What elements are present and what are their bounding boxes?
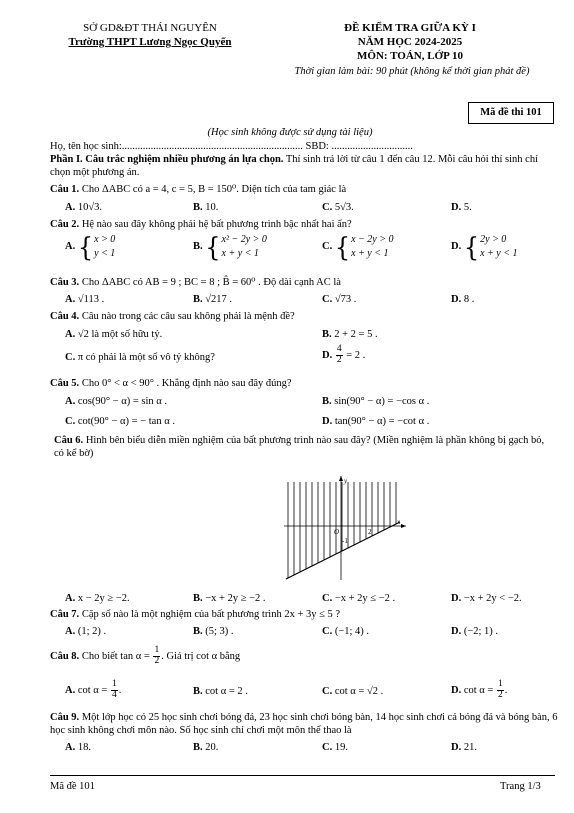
question-6 xyxy=(54,434,554,460)
q6-option-a: A. x − 2y ≥ −2. xyxy=(65,593,130,604)
question-label: Câu 5. xyxy=(50,378,80,389)
part1-heading xyxy=(50,153,560,179)
q8-option-d: D. cot α = $\frac{1}{2}$ . xyxy=(451,679,508,700)
q6-option-d: D. −x + 2y < −2. xyxy=(451,593,522,604)
q7-option-d: D. (−2; 1) . xyxy=(451,626,499,637)
q5-option-c: C. cot(90° − α) = − tan α . xyxy=(65,416,175,427)
question-4 xyxy=(50,310,560,323)
question-text: Cho ΔABC có a = 4, c = 5, B = 150⁰. Diện tích của tam giác là xyxy=(81,184,347,195)
question-text: Cặp số nào là một nghiệm của bất phương trình 2x + 3y ≤ 5 ? xyxy=(81,609,341,620)
q4-option-a: A. √2 là một số hữu tỷ. xyxy=(65,329,163,340)
q3-option-d: D. 8 . xyxy=(451,294,475,305)
q5-option-a: A. cos(90° − α) = sin α . xyxy=(65,396,168,407)
hatch-lines xyxy=(288,482,396,578)
question-label: Câu 2. xyxy=(50,219,80,230)
q2-option-c: C. { x − 2y > 0 x + y < 1 xyxy=(322,231,394,262)
question-text: Một lớp học có 25 học sinh chơi bóng đá, 23 học sinh chơi bóng bàn, 14 học sinh chơi cả bóng đá và bóng bàn, 6 học sinh không chơi môn nào. Số học sinh chỉ chơi một môn thể thao là xyxy=(50,712,558,737)
question-text: Cho 0° < α < 90° . Khẳng định nào sau đây đúng? xyxy=(81,378,292,389)
question-text: Cho ΔABC có AB = 9 ; BC = 8 ; B̂ = 60⁰ . Độ dài cạnh AC là xyxy=(81,277,341,288)
tick-label-2: 2 xyxy=(368,528,372,536)
q7-option-c: C. (−1; 4) . xyxy=(322,626,370,637)
q7-option-a: A. (1; 2) . xyxy=(65,626,107,637)
question-label: Câu 8. xyxy=(50,650,80,662)
question-label: Câu 6. xyxy=(54,435,84,446)
q2-option-b: B. { x² − 2y > 0 x + y < 1 xyxy=(193,231,267,262)
department: SỞ GD&ĐT THÁI NGUYÊN xyxy=(83,22,217,34)
time-note: Thời gian làm bài: 90 phút (không kể thời gian phát đề) xyxy=(294,66,530,77)
solution-region-graph xyxy=(284,474,410,582)
q3-option-c: C. √73 . xyxy=(322,294,357,305)
student-info-line: Họ, tên học sinh:..................................................................... SBD: ............................... xyxy=(50,141,413,152)
question-label: Câu 9. xyxy=(50,712,80,723)
q9-option-b: B. 20. xyxy=(193,742,219,753)
tick-label-minus1: -1 xyxy=(342,537,348,545)
q3-option-b: B. √217 . xyxy=(193,294,233,305)
q8-option-a: A. cot α = $\frac{1}{4}$ . xyxy=(65,679,122,700)
q8-option-c: C. cot α = √2 . xyxy=(322,686,384,697)
question-8: Câu 8. Cho biết tan α = $\frac{1}{2}$ . Giá trị cot α bằng xyxy=(50,645,241,666)
question-text: Câu nào trong các câu sau không phải là mệnh đề? xyxy=(81,311,295,322)
question-label: Câu 3. xyxy=(50,277,80,288)
question-5 xyxy=(50,377,560,390)
footer-exam-code: Mã đề 101 xyxy=(50,781,95,792)
question-label: Câu 4. xyxy=(50,311,80,322)
q1-option-a: A. 10√3. xyxy=(65,202,102,213)
part1-title: Phần I. Câu trắc nghiệm nhiều phương án lựa chọn. xyxy=(50,154,284,165)
y-axis-label: y xyxy=(344,477,348,485)
exam-title: ĐỀ KIỂM TRA GIỮA KỲ I xyxy=(344,22,476,34)
exam-code-box: Mã đề thi 101 xyxy=(468,102,554,124)
q6-option-c: C. −x + 2y ≤ −2 . xyxy=(322,593,396,604)
q4-option-d: D. $\frac{4}{2}$ = 2 . xyxy=(322,344,366,365)
q8-option-b: B. cot α = 2 . xyxy=(193,686,248,697)
q5-option-d: D. tan(90° − α) = −cot α . xyxy=(322,416,430,427)
question-label: Câu 1. xyxy=(50,184,80,195)
question-1 xyxy=(50,183,560,196)
footer-divider xyxy=(50,775,555,776)
q1-option-b: B. 10. xyxy=(193,202,219,213)
q7-option-b: B. (5; 3) . xyxy=(193,626,234,637)
origin-label: O xyxy=(334,528,340,536)
question-text: Hệ nào sau đây không phải hệ bất phương trình bậc nhất hai ẩn? xyxy=(81,219,352,230)
school-year: NĂM HỌC 2024-2025 xyxy=(357,36,463,48)
q1-option-c: C. 5√3. xyxy=(322,202,354,213)
subject: MÔN: TOÁN, LỚP 10 xyxy=(357,50,463,62)
q5-option-b: B. sin(90° − α) = −cos α . xyxy=(322,396,430,407)
footer-page-number: Trang 1/3 xyxy=(500,781,541,792)
question-3 xyxy=(50,276,560,289)
q3-option-a: A. √113 . xyxy=(65,294,105,305)
boundary-line xyxy=(286,522,400,579)
q4-option-c: C. π có phải là một số vô tỷ không? xyxy=(65,352,215,363)
q9-option-a: A. 18. xyxy=(65,742,91,753)
q1-option-d: D. 5. xyxy=(451,202,472,213)
q6-option-b: B. −x + 2y ≥ −2 . xyxy=(193,593,266,604)
x-axis-label: x xyxy=(397,518,401,526)
question-text: Hình bên biểu diễn miền nghiệm của bất phương trình nào sau đây? (Miền nghiệm là phần không bị gạch bỏ, có kể bờ) xyxy=(54,435,545,460)
no-materials-note: (Học sinh không được sử dụng tài liệu) xyxy=(207,127,373,138)
school-name: Trường THPT Lương Ngọc Quyến xyxy=(68,36,232,48)
question-7 xyxy=(50,608,560,621)
q9-option-d: D. 21. xyxy=(451,742,477,753)
question-2 xyxy=(50,218,560,231)
q9-option-c: C. 19. xyxy=(322,742,348,753)
question-label: Câu 7. xyxy=(50,609,80,620)
part1-instructions: Thí sinh trả lời từ câu 1 đến câu 12. Mỗi câu hỏi thí sinh chỉ chọn một phương án. xyxy=(50,154,538,179)
question-9 xyxy=(50,711,560,737)
q4-option-b: B. 2 + 2 = 5 . xyxy=(322,329,378,340)
q2-option-d: D. { 2y > 0 x + y < 1 xyxy=(451,231,518,262)
q2-option-a: A. { x > 0 y < 1 xyxy=(65,231,116,262)
